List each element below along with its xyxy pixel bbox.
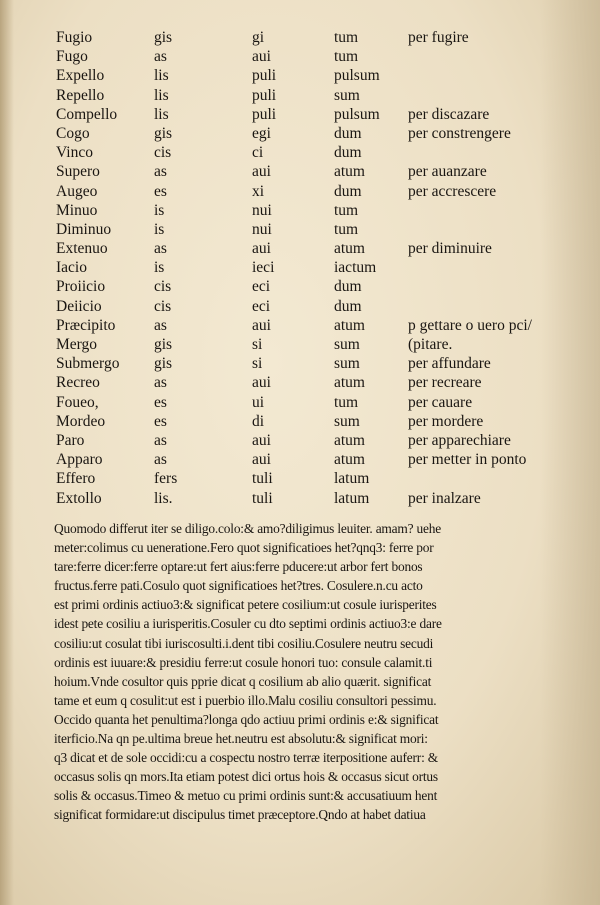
cell-perfect: aui (252, 240, 271, 258)
cell-supine: atum (334, 451, 365, 469)
cell-verb: Diminuo (56, 220, 112, 238)
cell-translation: per inalzare (408, 489, 481, 507)
cell-ending: is (154, 201, 165, 219)
cell-supine: tum (334, 220, 359, 238)
cell-verb: Submergo (56, 355, 120, 373)
cell-verb: Foueo, (56, 393, 99, 411)
cell-ending: lis. (154, 489, 173, 507)
cell-perfect: aui (252, 163, 271, 181)
cell-supine: tum (334, 201, 359, 219)
cell-ending: as (154, 48, 167, 66)
verb-conjugation-table (56, 28, 576, 508)
cell-ending: is (154, 220, 165, 238)
table-row (56, 469, 576, 488)
cell-ending: es (154, 393, 167, 411)
cell-perfect: aui (252, 431, 271, 449)
cell-perfect: aui (252, 451, 271, 469)
cell-perfect: puli (252, 105, 277, 123)
cell-verb: Supero (56, 163, 100, 181)
cell-verb: Augeo (56, 182, 98, 200)
cell-verb: Extollo (56, 489, 102, 507)
cell-ending: as (154, 163, 167, 181)
table-row (56, 393, 576, 412)
table-row (56, 431, 576, 450)
cell-perfect: xi (252, 182, 265, 200)
table-row (56, 412, 576, 431)
cell-supine: atum (334, 240, 365, 258)
cell-supine: tum (334, 393, 359, 411)
cell-ending: is (154, 259, 165, 277)
cell-supine: pulsum (334, 67, 380, 85)
cell-supine: atum (334, 316, 365, 334)
cell-perfect: egi (252, 124, 271, 142)
text-line: q3 dicat et de sole occidi:cu a cospectu nostro terræ iterpositione auferr: & (54, 750, 438, 766)
cell-translation: per cauare (408, 393, 473, 411)
cell-translation: per constrengere (408, 124, 511, 142)
cell-verb: Proiicio (56, 278, 106, 296)
cell-ending: cis (154, 297, 172, 315)
table-row (56, 143, 576, 162)
text-line: idest pete cosiliu a iurisperitis.Cosuler cu dto septimi ordinis actiuo3:e dare (54, 616, 442, 632)
cell-translation: per discazare (408, 105, 490, 123)
table-row (56, 489, 576, 508)
cell-verb: Recreo (56, 374, 100, 392)
cell-supine: tum (334, 29, 359, 46)
cell-ending: es (154, 182, 167, 200)
cell-ending: gis (154, 336, 173, 353)
text-line: hoium.Vnde cosultor quis pprie dicat q cosilium ab alio quærit. significat (54, 673, 432, 689)
cell-perfect: tuli (252, 489, 273, 507)
cell-supine: dum (334, 144, 362, 162)
text-line: iterficio.Na qn pe.ultima breue het.neutru est absolutu:& significat mori: (54, 731, 428, 747)
cell-ending: gis (154, 355, 173, 373)
table-row (56, 124, 576, 143)
cell-supine: sum (334, 86, 360, 104)
cell-supine: atum (334, 374, 365, 392)
cell-perfect: aui (252, 374, 271, 392)
cell-translation: per diminuire (408, 240, 492, 258)
text-line: Quomodo differut iter se diligo.colo:& amo?diligimus leuiter. amam? uehe (54, 521, 441, 536)
cell-perfect: si (252, 336, 263, 353)
text-line: ordinis est iuuare:& presidiu ferre:ut cosule honori tuo: consule calamit.ti (54, 654, 433, 670)
cell-perfect: tuli (252, 470, 273, 488)
cell-translation: per accrescere (408, 182, 497, 200)
page-gutter-shadow (0, 0, 14, 905)
table-row (56, 239, 576, 258)
cell-supine: dum (334, 182, 362, 200)
table-row (56, 182, 576, 201)
cell-translation: per fugire (408, 29, 469, 46)
cell-perfect: di (252, 412, 265, 430)
commentary-paragraph (54, 519, 554, 825)
table-row (56, 86, 576, 105)
cell-perfect: eci (252, 278, 271, 296)
cell-verb: Repello (56, 86, 105, 104)
text-line: Occido quanta het penultima?longa qdo actiuu primi ordinis e:& significat (54, 711, 439, 727)
text-line: solis & occasus.Timeo & metuo cu primi ordinis sunt:& accusatiuum hent (54, 788, 438, 804)
table-row (56, 373, 576, 392)
cell-verb: Vinco (56, 144, 93, 162)
cell-translation: per mordere (408, 412, 484, 430)
text-line: tame et eum q cosulit:ut est i puerbio illo.Malu cosiliu consultori pessimu. (54, 692, 437, 708)
cell-ending: lis (154, 105, 169, 123)
cell-supine: latum (334, 470, 370, 488)
table-row (56, 335, 576, 354)
cell-supine: atum (334, 431, 365, 449)
table-row (56, 201, 576, 220)
table-row (56, 66, 576, 85)
cell-verb: Minuo (56, 201, 98, 219)
cell-verb: Mergo (56, 336, 98, 353)
cell-verb: Extenuo (56, 240, 108, 258)
cell-supine: latum (334, 489, 370, 507)
cell-verb: Fugio (56, 29, 93, 46)
table-row (56, 105, 576, 124)
cell-verb: Compello (56, 105, 118, 123)
cell-ending: as (154, 316, 167, 334)
cell-ending: cis (154, 144, 172, 162)
cell-translation: (pitare. (408, 336, 453, 353)
cell-ending: as (154, 451, 167, 469)
cell-translation: per apparechiare (408, 431, 511, 449)
cell-ending: fers (154, 470, 178, 488)
cell-translation: p gettare o uero pci/ (408, 316, 532, 334)
cell-verb: Iacio (56, 259, 87, 277)
cell-verb: Expello (56, 67, 105, 85)
cell-verb: Mordeo (56, 412, 106, 430)
cell-verb: Paro (56, 431, 85, 449)
table-row (56, 316, 576, 335)
cell-ending: as (154, 431, 167, 449)
cell-supine: sum (334, 412, 360, 430)
cell-supine: dum (334, 124, 362, 142)
cell-verb: Deiicio (56, 297, 102, 315)
text-line: est primi ordinis actiuo3:& significat petere cosilium:ut cosule iurisperites (54, 597, 437, 613)
cell-supine: tum (334, 48, 359, 66)
cell-perfect: si (252, 355, 263, 373)
table-row (56, 258, 576, 277)
cell-translation: per affundare (408, 355, 491, 373)
cell-ending: as (154, 374, 167, 392)
text-line: tare:ferre dicer:ferre optare:ut fert aius:ferre pducere:ut arbor fert bonos (54, 559, 423, 575)
cell-supine: iactum (334, 259, 377, 277)
cell-perfect: aui (252, 316, 271, 334)
cell-perfect: ieci (252, 259, 275, 277)
cell-ending: as (154, 240, 167, 258)
cell-verb: Cogo (56, 124, 90, 142)
cell-translation: per recreare (408, 374, 482, 392)
cell-perfect: nui (252, 220, 272, 238)
cell-verb: Fugo (56, 48, 88, 66)
cell-perfect: nui (252, 201, 272, 219)
cell-supine: pulsum (334, 105, 380, 123)
cell-ending: cis (154, 278, 172, 296)
cell-translation: per auanzare (408, 163, 487, 181)
text-line: significat formidare:ut discipulus timet præceptore.Qndo at habet datiua (54, 807, 426, 823)
cell-perfect: aui (252, 48, 271, 66)
text-line: occasus solis qn mors.Ita etiam potest dici ortus hois & occasus sicut ortus (54, 769, 438, 785)
cell-perfect: eci (252, 297, 271, 315)
cell-supine: sum (334, 355, 360, 373)
table-row (56, 220, 576, 239)
cell-supine: dum (334, 297, 362, 315)
cell-perfect: puli (252, 67, 277, 85)
text-line: meter:colimus cu ueneratione.Fero quot significatioes het?qnq3: ferre por (54, 540, 434, 556)
table-row (56, 28, 576, 47)
cell-verb: Apparo (56, 451, 103, 469)
cell-translation: per metter in ponto (408, 451, 527, 469)
table-row (56, 450, 576, 469)
table-row (56, 162, 576, 181)
cell-supine: atum (334, 163, 365, 181)
table-row (56, 277, 576, 296)
cell-perfect: ci (252, 144, 264, 162)
table-row (56, 47, 576, 66)
cell-ending: es (154, 412, 167, 430)
table-row (56, 354, 576, 373)
cell-perfect: puli (252, 86, 277, 104)
cell-ending: lis (154, 86, 169, 104)
text-line: cosiliu:ut cosulat tibi iuriscosulti.i.dent tibi cosiliu.Cosulere neutru secudi (54, 635, 434, 651)
cell-ending: lis (154, 67, 169, 85)
table-row (56, 297, 576, 316)
cell-perfect: gi (252, 29, 265, 46)
cell-supine: sum (334, 336, 360, 353)
cell-verb: Effero (56, 470, 96, 488)
cell-ending: gis (154, 29, 173, 46)
cell-supine: dum (334, 278, 362, 296)
cell-perfect: ui (252, 393, 265, 411)
text-line: fructus.ferre pati.Cosulo quot significatioes het?tres. Cosulere.n.cu acto (54, 578, 423, 594)
cell-verb: Præcipito (56, 316, 116, 334)
cell-ending: gis (154, 124, 173, 142)
